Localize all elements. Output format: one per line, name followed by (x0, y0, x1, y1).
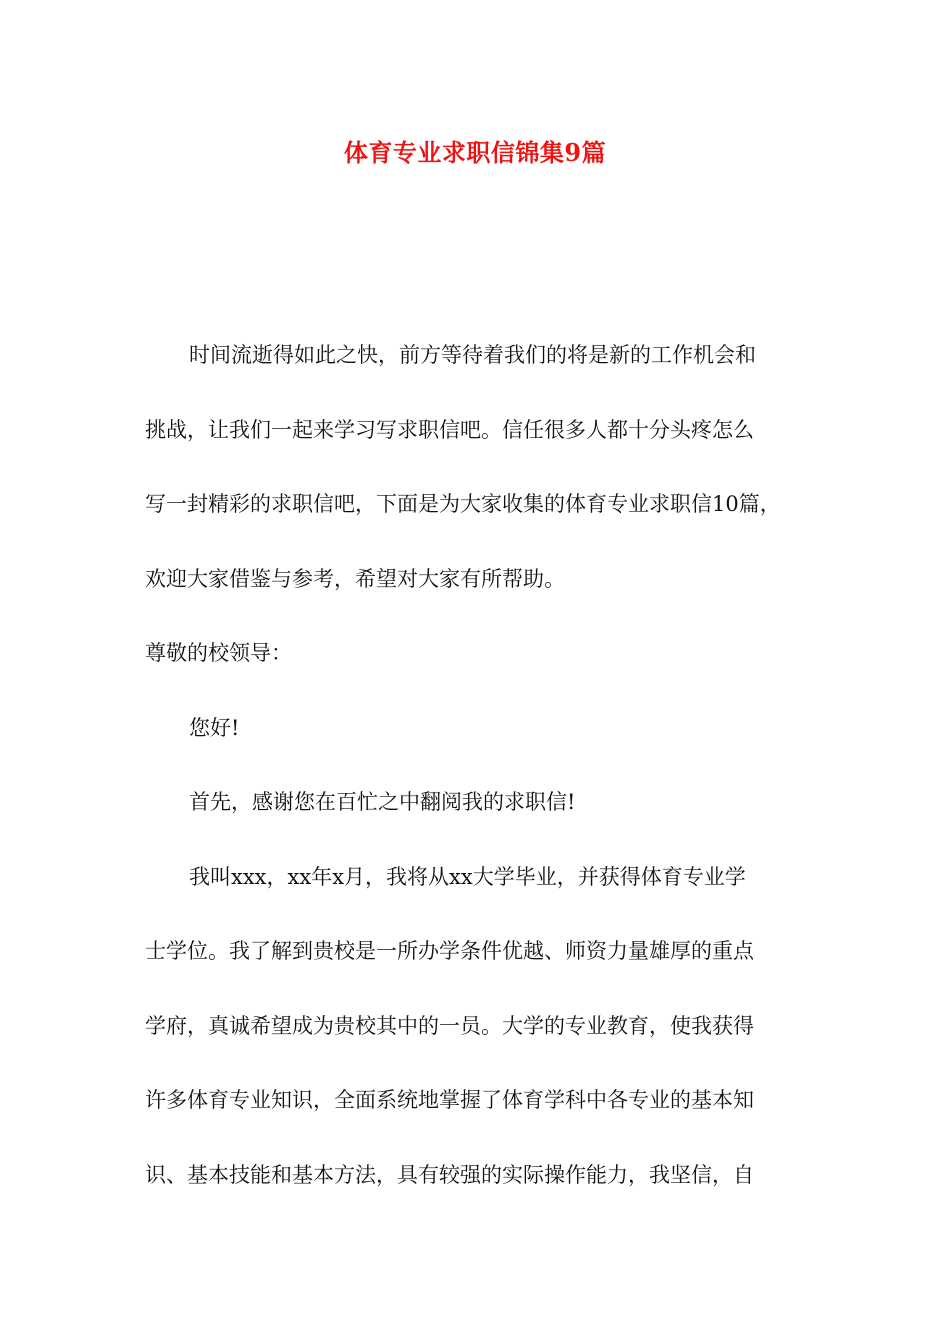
text-line: 许多体育专业知识，全面系统地掌握了体育学科中各专业的基本知 (145, 1088, 754, 1112)
text-line: 我叫xxx，xx年x月，我将从xx大学毕业，并获得体育专业学 (189, 864, 746, 889)
text-line: 欢迎大家借鉴与参考，希望对大家有所帮助。 (145, 566, 565, 591)
document-title: 体育专业求职信锦集9篇 (343, 138, 607, 167)
document-body (145, 318, 817, 1212)
greeting: 您好! (189, 715, 240, 740)
text-line: 学府，真诚希望成为贵校其中的一员。大学的专业教育，使我获得 (145, 1013, 754, 1038)
text-line: 首先，感谢您在百忙之中翻阅我的求职信! (189, 790, 576, 814)
text-line: 时间流逝得如此之快，前方等待着我们的将是新的工作机会和 (189, 343, 756, 367)
text-line: 写一封精彩的求职信吧，下面是为大家收集的体育专业求职信10篇， (145, 492, 781, 516)
text-line: 士学位。我了解到贵校是一所办学条件优越、师资力量雄厚的重点 (145, 939, 754, 963)
text-line: 挑战，让我们一起来学习写求职信吧。信任很多人都十分头疼怎么 (145, 417, 754, 442)
salutation: 尊敬的校领导： (145, 641, 292, 665)
text-line: 识、基本技能和基本方法，具有较强的实际操作能力，我坚信，自 (145, 1162, 754, 1187)
